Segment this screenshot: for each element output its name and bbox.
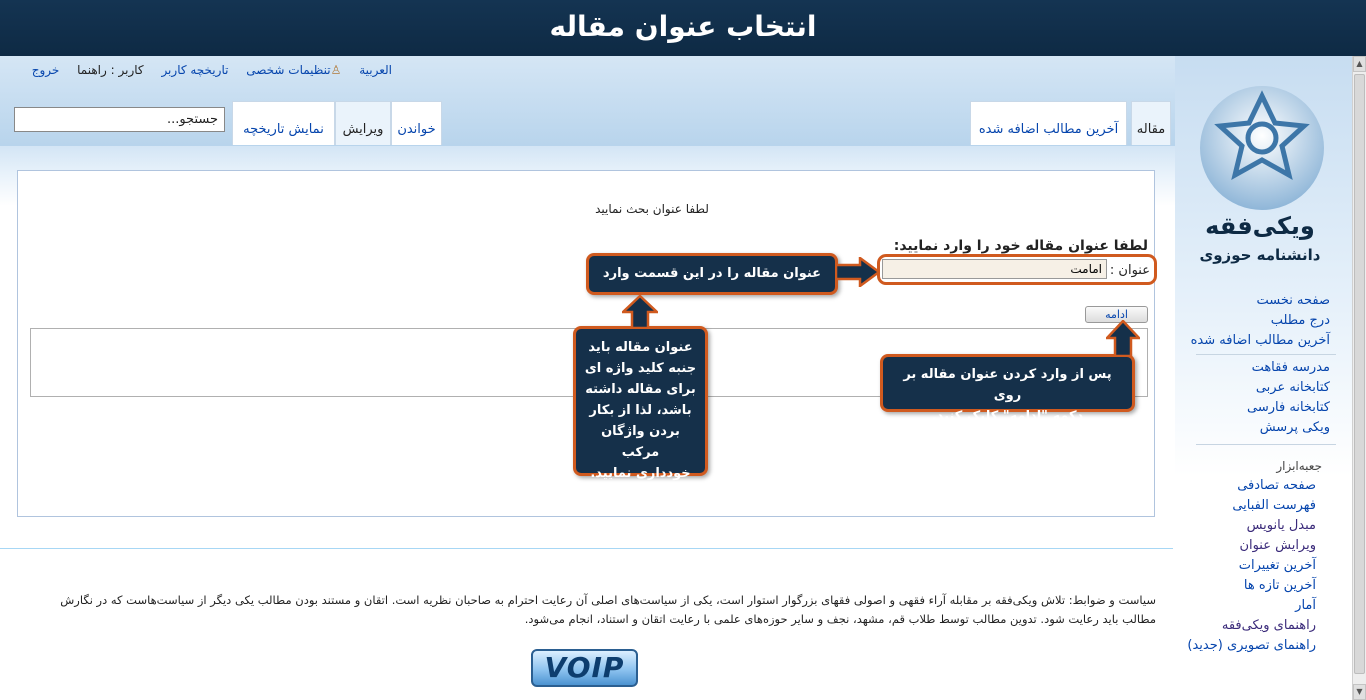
vertical-scrollbar[interactable]	[1352, 56, 1366, 700]
callout-note-line-3: برای مقاله داشته	[585, 382, 696, 397]
scroll-up-icon[interactable]: ▲	[1353, 56, 1366, 72]
tab-read-label: خواندن	[397, 122, 436, 137]
arrow-up-icon	[622, 295, 658, 329]
toolbox-heading: جعبه‌ابزار	[1276, 459, 1322, 473]
callout-title-note	[573, 326, 708, 481]
tab-article-label: مقاله	[1136, 122, 1166, 137]
user-icon: ♙	[330, 63, 342, 77]
language-link[interactable]: العربية	[359, 63, 392, 77]
sidebar-item-home[interactable]: صفحه نخست	[1256, 293, 1330, 308]
logo-subtitle: دانشنامه حوزوی	[1199, 246, 1321, 264]
sidebar-divider	[1196, 444, 1336, 445]
sidebar-item-newest[interactable]: آخرین تازه ها	[1243, 578, 1316, 593]
footer-policy-line-1: سیاست و ضوابط: تلاش ویکی‌فقه بر مقابله آراء فقهی و اصولی فقهای بزرگوار استوار است، یکی از سیاست‌های اصلی آن رعایت احترام به صاحبان نظریه است. اتقان و مستند بودن مطالب یکی دیگر از سیاست‌هاست که در نگارش	[60, 593, 1156, 607]
callout-after-title	[880, 354, 1135, 424]
tab-edit-label: ویرایش	[342, 122, 384, 137]
user-name-label: کاربر : راهنما	[77, 63, 144, 77]
logout-link[interactable]: خروج	[31, 63, 60, 77]
title-label: عنوان :	[1109, 263, 1150, 278]
sidebar-item-add[interactable]: درج مطلب	[1270, 313, 1330, 328]
wikifeqh-logo[interactable]	[1197, 68, 1327, 276]
logo-title: ویکی‌فقه	[1205, 212, 1315, 240]
footer-policy	[18, 591, 1156, 629]
callout-after-title-line-2: دکمه "ادامه" کلیک کنید.	[931, 409, 1084, 424]
tab-edit[interactable]	[335, 101, 391, 145]
search-input[interactable]	[14, 107, 225, 132]
sidebar-item-visual-help[interactable]: راهنمای تصویری (جدید)	[1187, 638, 1316, 653]
sidebar-item-stats[interactable]: آمار	[1295, 598, 1316, 613]
scrollbar-thumb[interactable]	[1354, 74, 1365, 674]
callout-note-line-1: عنوان مقاله باید	[588, 340, 693, 355]
sidebar-item-persian-library[interactable]: کتابخانه فارسی	[1247, 400, 1330, 415]
callout-note-line-6: خودداری نمایید.	[590, 466, 691, 481]
sidebar-item-wiki-question[interactable]: ویکی پرسش	[1259, 420, 1330, 435]
callout-note-line-4: باشد، لذا از بکار	[589, 403, 692, 418]
callout-enter-title	[586, 253, 838, 317]
sidebar-item-random[interactable]: صفحه تصادفی	[1237, 478, 1316, 493]
preferences-link[interactable]: ♙تنظیمات شخصی	[246, 63, 342, 77]
instruction-text: لطفا عنوان بحث نمایید	[595, 202, 709, 216]
tab-article[interactable]	[1131, 101, 1171, 145]
tab-read[interactable]	[391, 101, 442, 145]
tab-history[interactable]	[232, 101, 335, 145]
footer-policy-line-2: مطالب باید رعایت شود. تدوین مطالب توسط طلاب قم، مشهد، نجف و سایر حوزه‌های علمی با رعایت اتقان و استناد، انجام می‌شود.	[524, 612, 1156, 626]
voip-badge[interactable]: VOIP	[531, 649, 638, 687]
arrow-up-icon	[1106, 320, 1140, 357]
page-banner-title: انتخاب عنوان مقاله	[0, 0, 1366, 56]
title-field-highlight	[877, 254, 1157, 285]
sidebar-item-recent-changes[interactable]: آخرین تغییرات	[1238, 558, 1316, 573]
callout-after-title-line-1: پس از وارد کردن عنوان مقاله بر روی	[903, 367, 1112, 403]
sidebar-item-help[interactable]: راهنمای ویکی‌فقه	[1221, 618, 1316, 633]
callout-enter-title-text: عنوان مقاله را در این قسمت وارد کنید.	[602, 266, 822, 317]
tab-history-label: نمایش تاریخچه	[243, 122, 324, 137]
sidebar-item-edit-title[interactable]: ویرایش عنوان	[1239, 538, 1316, 553]
sidebar-item-converter[interactable]: مبدل یانویس	[1246, 518, 1316, 533]
sidebar-item-latest[interactable]: آخرین مطالب اضافه شده	[1190, 333, 1330, 348]
footer-divider	[0, 548, 1173, 549]
callout-note-line-2: جنبه کلید واژه ای	[584, 361, 697, 376]
arrow-right-icon	[836, 257, 880, 287]
scroll-down-icon[interactable]: ▼	[1353, 684, 1366, 700]
personal-tools	[12, 63, 392, 81]
user-history-link[interactable]: تاریخچه کاربر	[161, 63, 229, 77]
callout-note-line-5: بردن واژگان مرکب	[601, 424, 680, 460]
sidebar-item-alphabetical[interactable]: فهرست الفبایی	[1232, 498, 1316, 513]
sidebar-divider	[1196, 354, 1336, 355]
tab-latest-label: آخرین مطالب اضافه شده	[978, 122, 1119, 137]
sidebar-item-school[interactable]: مدرسه فقاهت	[1251, 360, 1330, 375]
continue-button[interactable]: ادامه	[1085, 306, 1148, 323]
sidebar-item-arabic-library[interactable]: کتابخانه عربی	[1255, 380, 1330, 395]
tab-latest[interactable]	[970, 101, 1127, 145]
prompt-heading: لطفا عنوان مقاله خود را وارد نمایید:	[893, 238, 1148, 254]
